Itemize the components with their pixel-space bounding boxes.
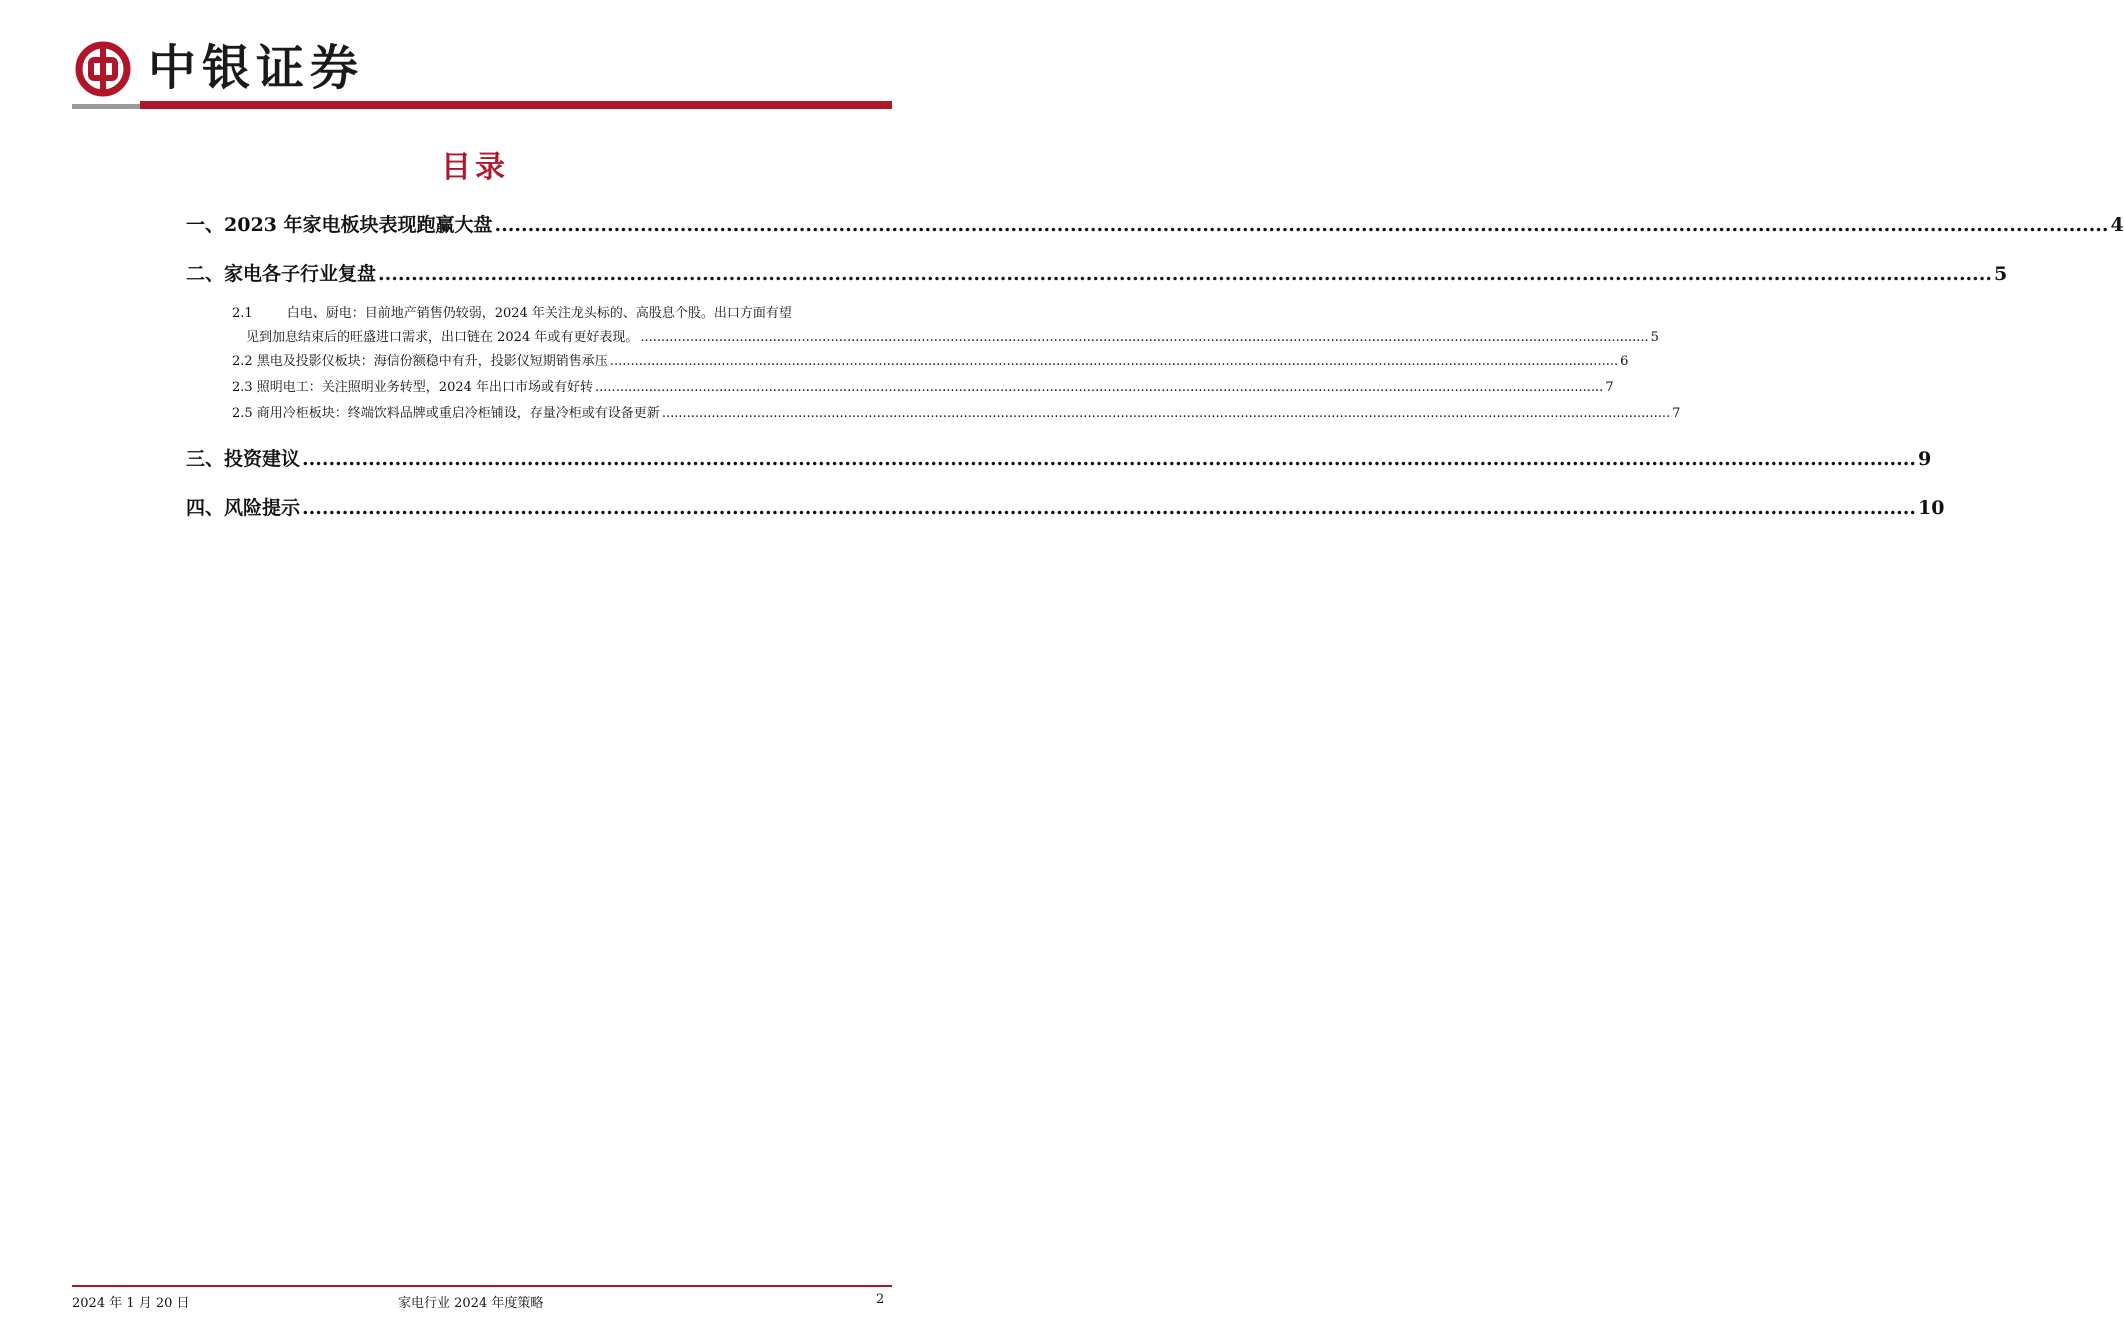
toc-entry-label: 2.5 商用冷柜板块：终端饮料品牌或重启冷柜铺设，存量冷柜或有设备更新 (232, 406, 660, 421)
toc-entry-label: 一、2023 年家电板块表现跑赢大盘 (186, 214, 493, 236)
toc-entry-2-1[interactable] (232, 302, 1659, 350)
brand-name: 中银证券 (148, 40, 365, 96)
toc-title: 目录 (441, 150, 509, 185)
toc-entry-label: 二、家电各子行业复盘 (186, 263, 377, 285)
header-rule-red (140, 101, 892, 109)
toc-leader-dots: .................................................................................................................................................................................................................................................... (494, 214, 2109, 236)
toc-page-number: 6 (1620, 354, 1629, 369)
toc-entry-2-3[interactable] (232, 376, 1614, 398)
toc-page-number: 10 (1918, 497, 1945, 519)
toc-page-number: 9 (1918, 448, 1932, 470)
footer-date: 2024 年 1 月 20 日 (72, 1296, 190, 1311)
toc-entry-section-4[interactable] (186, 493, 1945, 521)
toc-entry-label: 三、投资建议 (186, 448, 301, 470)
toc-entry-label: 四、风险提示 (186, 497, 301, 519)
toc-page-number: 5 (1650, 330, 1659, 345)
toc-leader-dots: .................................................................................................................................................................................................................................................... (609, 354, 1619, 369)
toc-entry-section-3[interactable] (186, 444, 1932, 472)
toc-entry-section-2[interactable] (186, 259, 2008, 287)
toc-entry-label: 2.3 照明电工：关注照明业务转型，2024 年出口市场或有好转 (232, 380, 594, 395)
toc-entry-label-line2: 见到加息结束后的旺盛进口需求，出口链在 2024 年或有更好表现。 (246, 330, 639, 345)
toc-leader-dots: .................................................................................................................................................................................................................................................... (302, 448, 1917, 470)
toc-page-number: 7 (1605, 380, 1614, 395)
toc-entry-number: 2.1 (232, 306, 253, 321)
toc-page-number: 5 (1994, 263, 2008, 285)
toc-leader-dots: .................................................................................................................................................................................................................................................... (302, 497, 1917, 519)
footer-doc-title: 家电行业 2024 年度策略 (398, 1296, 544, 1311)
toc-page-number: 4 (2110, 214, 2124, 236)
toc-entry-label: 2.2 黑电及投影仪板块：海信份额稳中有升，投影仪短期销售承压 (232, 354, 608, 369)
toc-entry-2-5[interactable] (232, 402, 1681, 424)
toc-entry-2-2[interactable] (232, 350, 1629, 372)
page-header (72, 36, 892, 110)
toc-leader-dots: .................................................................................................................................................................................................................................................... (595, 380, 1604, 395)
header-rule-gray (72, 104, 140, 109)
toc-leader-dots: .................................................................................................................................................................................................................................................... (640, 330, 1649, 345)
toc-leader-dots: .................................................................................................................................................................................................................................................... (661, 406, 1671, 421)
bank-of-china-logo-icon (74, 40, 132, 98)
toc-leader-dots: .................................................................................................................................................................................................................................................... (378, 263, 1993, 285)
footer-page-number: 2 (876, 1292, 885, 1307)
toc-entry-section-1[interactable] (186, 210, 2124, 238)
toc-page-number: 7 (1672, 406, 1681, 421)
toc-entry-label-line1: 白电、厨电：目前地产销售仍较弱，2024 年关注龙头标的、高股息个股。出口方面有望 (286, 306, 792, 321)
footer-rule (72, 1285, 892, 1287)
